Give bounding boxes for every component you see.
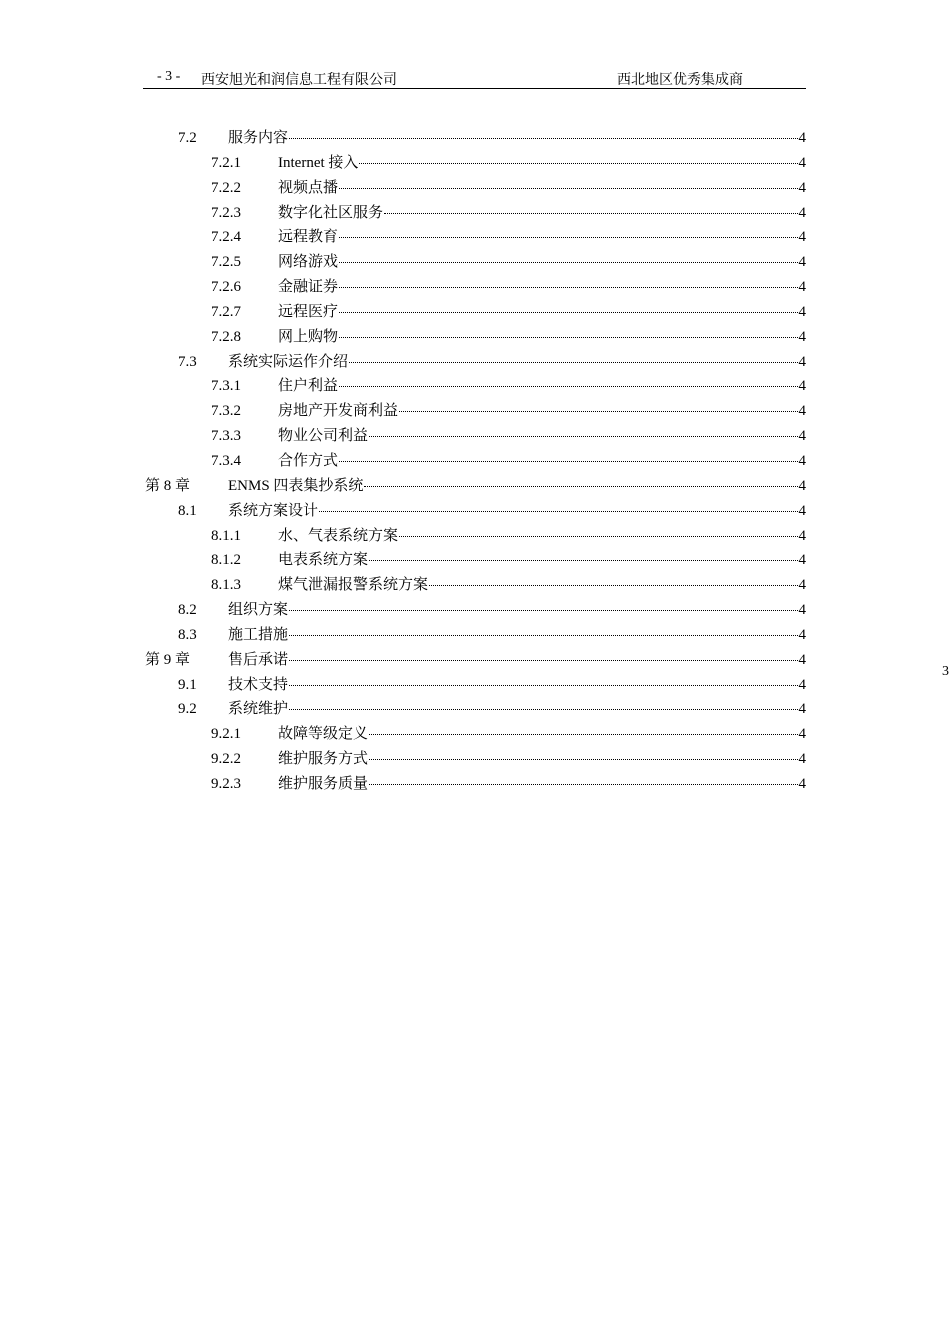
toc-entry-page: 4 (798, 676, 806, 693)
toc-entry-line (228, 598, 806, 623)
toc-entry-number: 9.2.3 (211, 775, 241, 792)
toc-entry-number: 第 8 章 (145, 477, 191, 494)
toc-entry-line (278, 399, 806, 424)
header-company-name: 西安旭光和润信息工程有限公司 (201, 73, 397, 88)
toc-dot-leader (369, 758, 797, 760)
toc-entry-line (278, 374, 806, 399)
toc-entry[interactable] (143, 126, 806, 151)
toc-entry[interactable] (143, 697, 806, 722)
toc-dot-leader (384, 212, 797, 214)
toc-entry-number: 8.3 (178, 626, 197, 643)
toc-dot-leader (369, 783, 797, 785)
toc-dot-leader (339, 385, 797, 387)
toc-entry-number: 7.2.7 (211, 303, 241, 320)
toc-dot-leader (289, 609, 797, 611)
toc-entry-page: 4 (798, 527, 806, 544)
toc-entry-page: 4 (798, 254, 806, 271)
toc-entry[interactable] (143, 722, 806, 747)
toc-entry[interactable] (143, 673, 806, 698)
toc-entry[interactable] (143, 350, 806, 375)
toc-dot-leader (319, 510, 797, 512)
toc-entry[interactable] (143, 548, 806, 573)
toc-entry-page: 4 (798, 303, 806, 320)
toc-entry-number: 7.2.4 (211, 229, 241, 246)
toc-entry-number: 第 9 章 (145, 651, 191, 668)
toc-entry-line (228, 648, 806, 673)
toc-entry-number: 8.1 (178, 502, 197, 519)
toc-entry-page: 4 (798, 751, 806, 768)
toc-entry-line (278, 325, 806, 350)
toc-entry-line (278, 424, 806, 449)
toc-entry[interactable] (143, 176, 806, 201)
toc-entry-page: 4 (798, 477, 806, 494)
toc-entry-page: 4 (798, 626, 806, 643)
toc-entry-number: 9.1 (178, 676, 197, 693)
toc-entry-number: 8.2 (178, 602, 197, 619)
toc-entry-number: 7.2.3 (211, 204, 241, 221)
table-of-contents (143, 126, 806, 797)
toc-entry-line (278, 151, 806, 176)
toc-dot-leader (339, 286, 797, 288)
toc-entry-line (228, 697, 806, 722)
toc-dot-leader (339, 236, 797, 238)
toc-dot-leader (289, 659, 797, 661)
toc-entry-page: 4 (798, 179, 806, 196)
toc-entry-line (278, 300, 806, 325)
toc-entry-title: 组织方案 (228, 602, 289, 619)
toc-dot-leader (339, 311, 797, 313)
toc-entry-page: 4 (798, 502, 806, 519)
toc-entry-title: 房地产开发商利益 (278, 403, 399, 420)
toc-entry-number: 7.3.3 (211, 428, 241, 445)
toc-entry-page: 4 (798, 378, 806, 395)
toc-entry-title: 服务内容 (228, 130, 289, 146)
toc-entry-number: 9.2.1 (211, 726, 241, 743)
toc-entry-line (228, 126, 806, 151)
toc-entry-title: 售后承诺 (228, 651, 289, 668)
toc-entry-title: 合作方式 (278, 452, 339, 469)
toc-entry[interactable] (143, 573, 806, 598)
toc-dot-leader (289, 634, 797, 636)
toc-dot-leader (289, 684, 797, 686)
toc-entry[interactable] (143, 449, 806, 474)
toc-entry[interactable] (143, 225, 806, 250)
toc-dot-leader (339, 187, 797, 189)
toc-dot-leader (289, 708, 797, 710)
toc-dot-leader (369, 559, 797, 561)
toc-entry[interactable] (143, 424, 806, 449)
toc-entry-line (228, 673, 806, 698)
toc-entry-title: 水、气表系统方案 (278, 527, 399, 544)
toc-entry[interactable] (143, 648, 806, 673)
toc-entry-title: 故障等级定义 (278, 726, 369, 743)
toc-entry-page: 4 (798, 651, 806, 668)
toc-entry-line (278, 548, 806, 573)
toc-entry-title: 维护服务质量 (278, 775, 369, 792)
toc-entry[interactable] (143, 772, 806, 797)
toc-entry-title: 煤气泄漏报警系统方案 (278, 577, 429, 594)
toc-entry-number: 8.1.2 (211, 552, 241, 569)
toc-dot-leader (289, 137, 797, 139)
toc-entry-title: 维护服务方式 (278, 751, 369, 768)
toc-entry[interactable] (143, 524, 806, 549)
toc-entry-title: 技术支持 (228, 676, 289, 693)
toc-entry[interactable] (143, 598, 806, 623)
toc-entry[interactable] (143, 300, 806, 325)
toc-entry-title: 施工措施 (228, 626, 289, 643)
toc-entry-page: 4 (798, 726, 806, 743)
toc-entry-line (228, 623, 806, 648)
toc-entry-line (278, 722, 806, 747)
toc-entry-number: 7.3.2 (211, 403, 241, 420)
toc-entry-number: 7.2 (178, 130, 197, 146)
toc-entry-number: 9.2.2 (211, 751, 241, 768)
toc-entry-line (228, 474, 806, 499)
toc-entry-line (278, 225, 806, 250)
toc-entry-title: 数字化社区服务 (278, 204, 384, 221)
toc-dot-leader (339, 261, 797, 263)
toc-entry[interactable] (143, 201, 806, 226)
toc-entry-title: 网络游戏 (278, 254, 339, 271)
toc-entry-title: ENMS 四表集抄系统 (228, 477, 364, 494)
toc-entry-title: 系统维护 (228, 701, 289, 718)
toc-dot-leader (369, 733, 797, 735)
toc-entry-title: 远程医疗 (278, 303, 339, 320)
toc-entry-number: 7.2.8 (211, 328, 241, 345)
toc-entry-number: 8.1.1 (211, 527, 241, 544)
toc-dot-leader (399, 535, 797, 537)
toc-entry-title: 金融证券 (278, 279, 339, 296)
toc-entry-number: 8.1.3 (211, 577, 241, 594)
toc-dot-leader (359, 162, 797, 164)
toc-entry-number: 7.2.2 (211, 179, 241, 196)
toc-entry-line (278, 772, 806, 797)
toc-entry-title: Internet 接入 (278, 154, 359, 171)
toc-entry[interactable] (143, 325, 806, 350)
toc-entry-number: 7.3 (178, 353, 197, 370)
toc-entry-page: 4 (798, 602, 806, 619)
toc-entry-line (278, 449, 806, 474)
toc-entry-title: 视频点播 (278, 179, 339, 196)
toc-entry-number: 7.2.6 (211, 279, 241, 296)
toc-entry-line (278, 201, 806, 226)
toc-entry-line (228, 350, 806, 375)
toc-entry-page: 4 (798, 701, 806, 718)
toc-entry-page: 4 (798, 452, 806, 469)
toc-dot-leader (339, 460, 797, 462)
toc-entry[interactable] (143, 623, 806, 648)
toc-entry-title: 系统方案设计 (228, 502, 319, 519)
toc-entry-page: 4 (798, 279, 806, 296)
toc-entry-page: 4 (798, 229, 806, 246)
toc-entry[interactable] (143, 151, 806, 176)
toc-entry[interactable] (143, 399, 806, 424)
toc-entry[interactable] (143, 374, 806, 399)
toc-entry[interactable] (143, 250, 806, 275)
toc-entry-page: 4 (798, 328, 806, 345)
toc-entry-line (278, 250, 806, 275)
toc-entry-page: 4 (798, 353, 806, 370)
toc-entry-title: 物业公司利益 (278, 428, 369, 445)
toc-entry-number: 9.2 (178, 701, 197, 718)
toc-dot-leader (349, 361, 797, 363)
toc-dot-leader (339, 336, 797, 338)
toc-entry-title: 住户利益 (278, 378, 339, 395)
toc-dot-leader (399, 410, 797, 412)
toc-entry-title: 系统实际运作介绍 (228, 353, 349, 370)
toc-entry-line (278, 524, 806, 549)
toc-entry[interactable] (143, 747, 806, 772)
header-tagline: 西北地区优秀集成商 (617, 73, 743, 88)
toc-entry-number: 7.3.4 (211, 452, 241, 469)
toc-entry-page: 4 (798, 428, 806, 445)
toc-entry-title: 电表系统方案 (278, 552, 369, 569)
toc-entry-page: 4 (798, 154, 806, 171)
toc-entry-line (228, 499, 806, 524)
page-header (143, 66, 806, 89)
toc-entry-number: 7.2.1 (211, 154, 241, 171)
toc-entry-title: 远程教育 (278, 229, 339, 246)
toc-entry-number: 7.3.1 (211, 378, 241, 395)
toc-entry-page: 4 (798, 552, 806, 569)
toc-entry-page: 4 (798, 775, 806, 792)
toc-entry-page: 4 (798, 403, 806, 420)
toc-entry-page: 4 (798, 204, 806, 221)
toc-dot-leader (369, 435, 797, 437)
toc-dot-leader (429, 584, 797, 586)
toc-entry-line (278, 747, 806, 772)
toc-entry-line (278, 176, 806, 201)
toc-entry[interactable] (143, 275, 806, 300)
toc-entry-page: 4 (798, 130, 806, 146)
toc-entry[interactable] (143, 474, 806, 499)
toc-entry-line (278, 275, 806, 300)
toc-entry-number: 7.2.5 (211, 254, 241, 271)
toc-entry[interactable] (143, 499, 806, 524)
header-page-number: - 3 - (157, 69, 181, 84)
margin-page-number: 3 (942, 664, 949, 679)
toc-dot-leader (364, 485, 797, 487)
toc-entry-line (278, 573, 806, 598)
toc-entry-title: 网上购物 (278, 328, 339, 345)
toc-entry-page: 4 (798, 577, 806, 594)
